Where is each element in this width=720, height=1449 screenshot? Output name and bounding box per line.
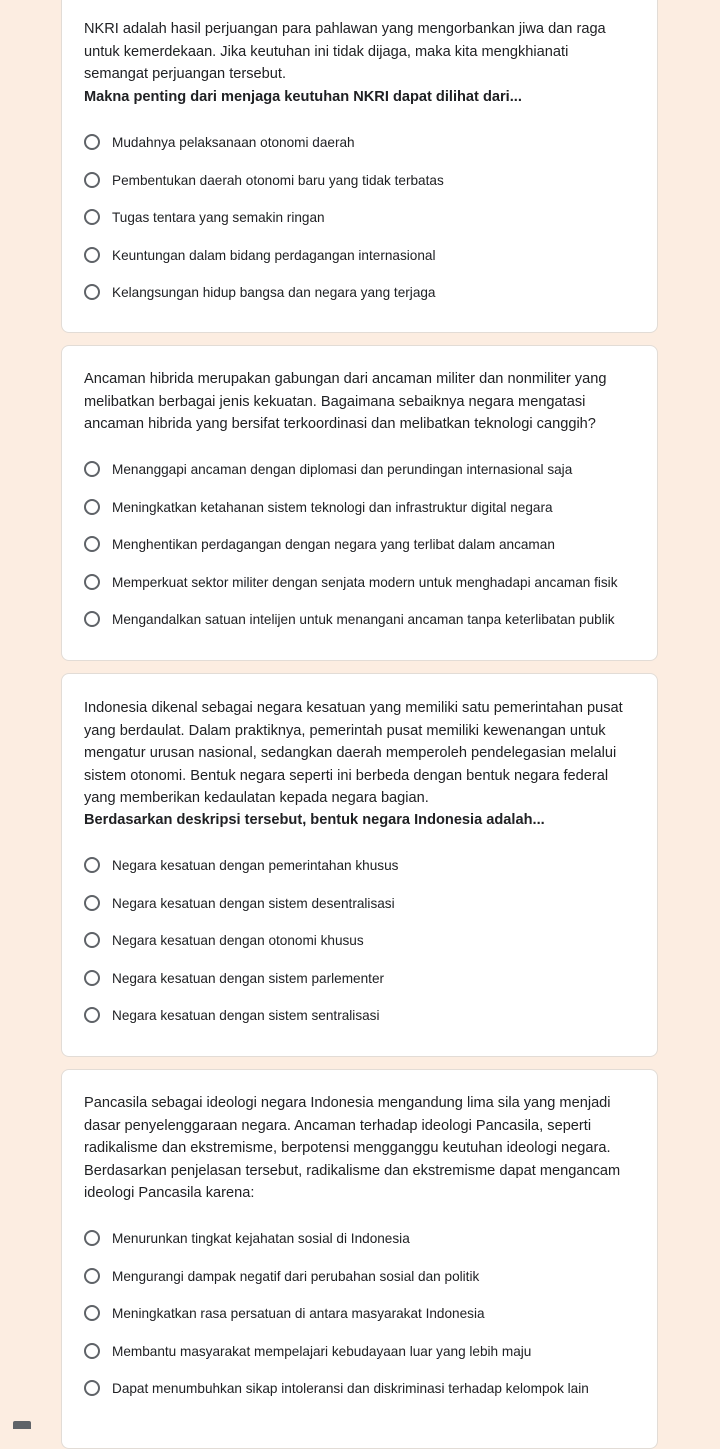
radio-circle-icon[interactable] — [84, 1343, 100, 1359]
option-label: Tugas tentara yang semakin ringan — [112, 209, 325, 225]
option-radio[interactable] — [84, 570, 644, 594]
radio-circle-icon[interactable] — [84, 172, 100, 188]
question-card-1 — [61, 0, 658, 333]
radio-circle-icon[interactable] — [84, 461, 100, 477]
radio-circle-icon[interactable] — [84, 895, 100, 911]
radio-circle-icon[interactable] — [84, 499, 100, 515]
option-label: Menurunkan tingkat kejahatan sosial di Indonesia — [112, 1230, 410, 1246]
question-card-4 — [61, 1069, 658, 1449]
radio-circle-icon[interactable] — [84, 284, 100, 300]
radio-circle-icon[interactable] — [84, 574, 100, 590]
question-text: Ancaman hibrida merupakan gabungan dari ancaman militer dan nonmiliter yang melibatkan berbagai jenis kekuatan. Bagaimana sebaiknya negara mengatasi ancaman hibrida yang bersifat terkoordinasi dan melibatkan teknologi canggih? — [84, 371, 607, 432]
option-label: Dapat menumbuhkan sikap intoleransi dan diskriminasi terhadap kelompok lain — [112, 1380, 589, 1396]
option-label: Menghentikan perdagangan dengan negara yang terlibat dalam ancaman — [112, 536, 555, 552]
option-radio[interactable] — [84, 607, 644, 631]
option-radio[interactable] — [84, 1301, 644, 1325]
question-prompt: Makna penting dari menjaga keutuhan NKRI dapat dilihat dari... — [84, 89, 522, 105]
option-label: Pembentukan daerah otonomi baru yang tidak terbatas — [112, 172, 444, 188]
option-label: Mengandalkan satuan intelijen untuk menangani ancaman tanpa keterlibatan publik — [112, 611, 615, 627]
question-prompt: Berdasarkan deskripsi tersebut, bentuk negara Indonesia adalah... — [84, 812, 545, 828]
option-radio[interactable] — [84, 205, 644, 229]
option-radio[interactable] — [84, 130, 644, 154]
option-radio[interactable] — [84, 1376, 644, 1400]
option-radio[interactable] — [84, 1226, 644, 1250]
radio-circle-icon[interactable] — [84, 611, 100, 627]
option-label: Negara kesatuan dengan sistem parlementer — [112, 970, 385, 986]
option-radio[interactable] — [84, 853, 644, 877]
option-radio[interactable] — [84, 1003, 644, 1027]
option-radio[interactable] — [84, 280, 644, 304]
option-label: Negara kesatuan dengan pemerintahan khusus — [112, 857, 399, 873]
question-text: Pancasila sebagai ideologi negara Indonesia mengandung lima sila yang menjadi dasar penyelenggaraan negara. Ancaman terhadap ideologi Pancasila, seperti radikalisme dan ekstremisme, berpotensi mengganggu keutuhan ideologi negara. Berdasarkan penjelasan tersebut, radikalisme dan ekstremisme dapat mengancam ideologi Pancasila karena: — [84, 1095, 621, 1201]
radio-circle-icon[interactable] — [84, 1305, 100, 1321]
option-label: Menanggapi ancaman dengan diplomasi dan perundingan internasional saja — [112, 461, 573, 477]
radio-circle-icon[interactable] — [84, 1268, 100, 1284]
option-label: Kelangsungan hidup bangsa dan negara yang terjaga — [112, 284, 436, 300]
radio-circle-icon[interactable] — [84, 857, 100, 873]
option-label: Negara kesatuan dengan sistem sentralisasi — [112, 1007, 380, 1023]
option-radio[interactable] — [84, 495, 644, 519]
radio-circle-icon[interactable] — [84, 1230, 100, 1246]
radio-circle-icon[interactable] — [84, 536, 100, 552]
option-label: Mudahnya pelaksanaan otonomi daerah — [112, 134, 355, 150]
option-radio[interactable] — [84, 966, 644, 990]
option-radio[interactable] — [84, 1264, 644, 1288]
option-label: Negara kesatuan dengan otonomi khusus — [112, 932, 364, 948]
radio-circle-icon[interactable] — [84, 1380, 100, 1396]
floating-action-icon[interactable] — [13, 1421, 31, 1429]
radio-circle-icon[interactable] — [84, 134, 100, 150]
option-label: Mengurangi dampak negatif dari perubahan sosial dan politik — [112, 1268, 480, 1284]
option-label: Keuntungan dalam bidang perdagangan internasional — [112, 247, 436, 263]
question-text: NKRI adalah hasil perjuangan para pahlawan yang mengorbankan jiwa dan raga untuk kemerdekaan. Jika keutuhan ini tidak dijaga, maka kita mengkhianati semangat perjuangan tersebut. — [84, 21, 606, 82]
question-text: Indonesia dikenal sebagai negara kesatuan yang memiliki satu pemerintahan pusat yang berdaulat. Dalam praktiknya, pemerintah pusat memiliki kewenangan untuk mengatur urusan nasional, sedangkan daerah memperoleh pendelegasian melalui sistem otonomi. Bentuk negara seperti ini berbeda dengan bentuk negara federal yang memberikan kedaulatan kepada negara bagian. — [84, 700, 623, 806]
radio-circle-icon[interactable] — [84, 247, 100, 263]
option-label: Meningkatkan rasa persatuan di antara masyarakat Indonesia — [112, 1305, 485, 1321]
option-label: Negara kesatuan dengan sistem desentralisasi — [112, 895, 395, 911]
radio-circle-icon[interactable] — [84, 932, 100, 948]
option-radio[interactable] — [84, 243, 644, 267]
option-radio[interactable] — [84, 928, 644, 952]
option-radio[interactable] — [84, 168, 644, 192]
radio-circle-icon[interactable] — [84, 1007, 100, 1023]
radio-circle-icon[interactable] — [84, 209, 100, 225]
option-radio[interactable] — [84, 532, 644, 556]
option-label: Memperkuat sektor militer dengan senjata modern untuk menghadapi ancaman fisik — [112, 574, 618, 590]
option-radio[interactable] — [84, 457, 644, 481]
option-radio[interactable] — [84, 1339, 644, 1363]
option-radio[interactable] — [84, 891, 644, 915]
question-card-3 — [61, 673, 658, 1057]
option-label: Membantu masyarakat mempelajari kebudayaan luar yang lebih maju — [112, 1343, 532, 1359]
question-card-2 — [61, 345, 658, 661]
radio-circle-icon[interactable] — [84, 970, 100, 986]
option-label: Meningkatkan ketahanan sistem teknologi dan infrastruktur digital negara — [112, 499, 553, 515]
